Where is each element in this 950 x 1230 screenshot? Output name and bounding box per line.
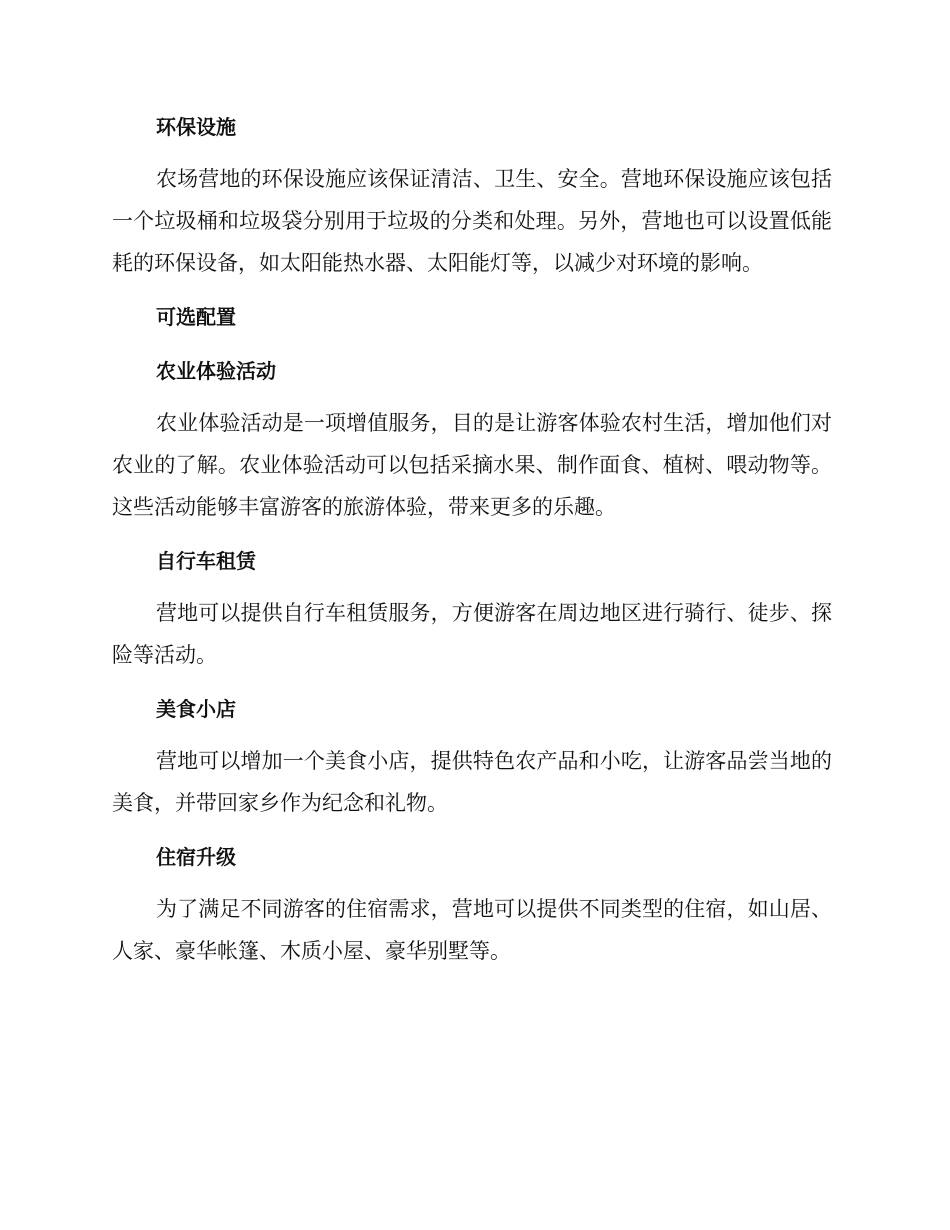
section-paragraph-food-shop: 营地可以增加一个美食小店，提供特色农产品和小吃，让游客品尝当地的美食，并带回家乡作为纪念和礼物。	[112, 749, 832, 815]
section-paragraph-environmental-facilities: 农场营地的环保设施应该保证清洁、卫生、安全。营地环保设施应该包括一个垃圾桶和垃圾袋分别用于垃圾的分类和处理。另外，营地也可以设置低能耗的环保设备，如太阳能热水器、太阳能灯等，以减少对环境的影响。	[112, 167, 832, 275]
section-heading-lodging-upgrade: 住宿升级	[156, 845, 236, 869]
section-heading-farm-experience: 农业体验活动	[156, 359, 276, 383]
section-paragraph-bike-rental: 营地可以提供自行车租赁服务，方便游客在周边地区进行骑行、徒步、探险等活动。	[112, 601, 832, 667]
section-heading-food-shop: 美食小店	[156, 697, 236, 721]
section-heading-optional-config: 可选配置	[156, 305, 236, 329]
section-paragraph-lodging-upgrade: 为了满足不同游客的住宿需求，营地可以提供不同类型的住宿，如山居、人家、豪华帐篷、木质小屋、豪华别墅等。	[112, 897, 832, 963]
document-body	[112, 108, 832, 972]
section-heading-bike-rental: 自行车租赁	[156, 549, 256, 573]
section-paragraph-farm-experience: 农业体验活动是一项增值服务，目的是让游客体验农村生活，增加他们对农业的了解。农业体验活动可以包括采摘水果、制作面食、植树、喂动物等。这些活动能够丰富游客的旅游体验，带来更多的乐趣。	[112, 411, 832, 519]
section-heading-environmental-facilities: 环保设施	[156, 115, 236, 139]
